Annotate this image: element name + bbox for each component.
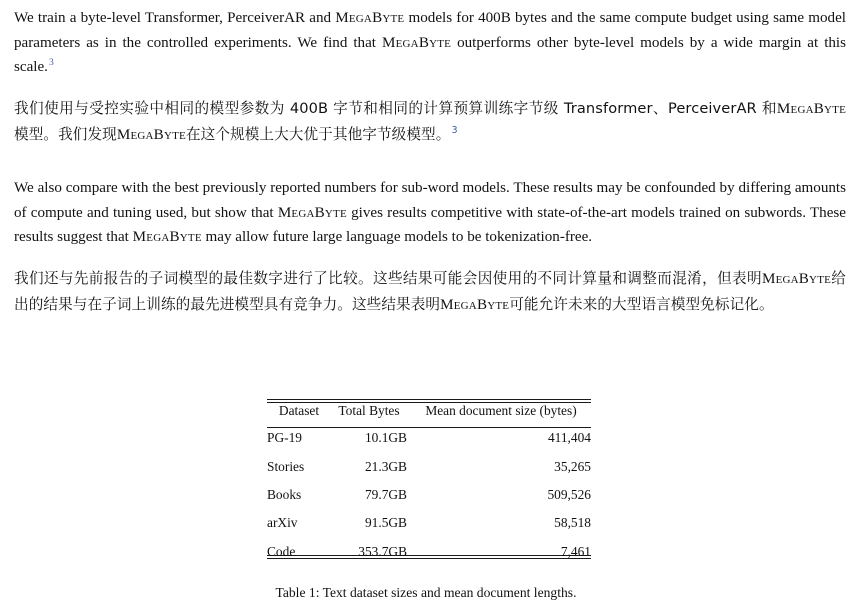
model-name-megabyte: MegaByte xyxy=(132,229,202,246)
footnote-marker[interactable]: 3 xyxy=(48,57,54,69)
paragraph-chinese-2: 我们还与先前报告的子词模型的最佳数字进行了比较。这些结果可能会因使用的不同计算量和调整而混淆，但表明MegaByte给出的结果与在子词上训练的最先进模型具有竞争力。这些结果表明MegaByte可能允许未来的大型语言模型免标记化。 xyxy=(14,270,846,313)
table-header-row xyxy=(267,398,591,424)
table-caption: Table 1: Text dataset sizes and mean document lengths. xyxy=(275,585,577,600)
cell-mean-document-size: 411,404 xyxy=(547,430,591,446)
cell-mean-document-size: 35,265 xyxy=(554,458,591,474)
column-header-mean-document-size: Mean document size (bytes) xyxy=(425,403,577,418)
model-name-megabyte: MegaByte xyxy=(440,297,510,313)
model-name-megabyte: MegaByte xyxy=(382,34,452,51)
cell-total-bytes: 21.3GB xyxy=(364,458,407,474)
table-row xyxy=(267,481,591,509)
table-row xyxy=(267,452,591,480)
table-element xyxy=(267,398,591,566)
cell-dataset: Stories xyxy=(267,458,305,474)
paragraph-chinese-1: 我们使用与受控实验中相同的模型参数为 400B 字节和相同的计算预算训练字节级 Transformer、PerceiverAR 和MegaByte模型。我们发现MegaByte在这个规模上大大优于其他字节级模型。$^3$ xyxy=(14,100,846,143)
model-name-megabyte: MegaByte xyxy=(335,10,405,26)
cell-dataset: PG-19 xyxy=(267,430,302,446)
table-body xyxy=(267,424,591,566)
cell-total-bytes: 353.7GB xyxy=(358,543,407,559)
model-name-megabyte: MegaByte xyxy=(116,127,186,143)
cell-mean-document-size: 509,526 xyxy=(547,486,591,502)
column-header-dataset: Dataset xyxy=(278,403,320,418)
paragraph-english-2: We also compare with the best previously reported numbers for sub-word models. These results may be confounded by differing amounts of compute and tuning used, but show that MegaByte gives results competitive with state-of-the-art models trained on subwords. These results suggest that MegaByte may allow future large language models to be tokenization-free. xyxy=(14,180,846,246)
table-header xyxy=(267,398,591,424)
model-name-megabyte: MegaByte xyxy=(761,271,832,287)
table-row xyxy=(267,509,591,537)
cell-dataset: Books xyxy=(267,486,302,502)
cell-total-bytes: 91.5GB xyxy=(364,515,407,531)
footnote-marker[interactable]: 3 xyxy=(451,125,458,137)
cell-total-bytes: 79.7GB xyxy=(364,486,407,502)
model-name-megabyte: MegaByte xyxy=(776,101,846,117)
cell-mean-document-size: 7,461 xyxy=(560,543,591,559)
model-name-megabyte: MegaByte xyxy=(277,204,347,221)
table-row xyxy=(267,538,591,566)
column-header-total-bytes: Total Bytes xyxy=(338,403,400,418)
paragraph-english-1: We train a byte-level Transformer, PerceiverAR and MegaByte models for 400B bytes and the same compute budget using same model parameters as in the controlled experiments. We find that MegaByte outperforms other byte-level models by a wide margin at this scale.$^3$ xyxy=(14,10,846,76)
cell-dataset: Code xyxy=(267,543,296,559)
table-row xyxy=(267,424,591,452)
cell-mean-document-size: 58,518 xyxy=(554,515,591,531)
cell-dataset: arXiv xyxy=(267,515,298,531)
cell-total-bytes: 10.1GB xyxy=(364,430,407,446)
dataset-table xyxy=(267,398,591,566)
